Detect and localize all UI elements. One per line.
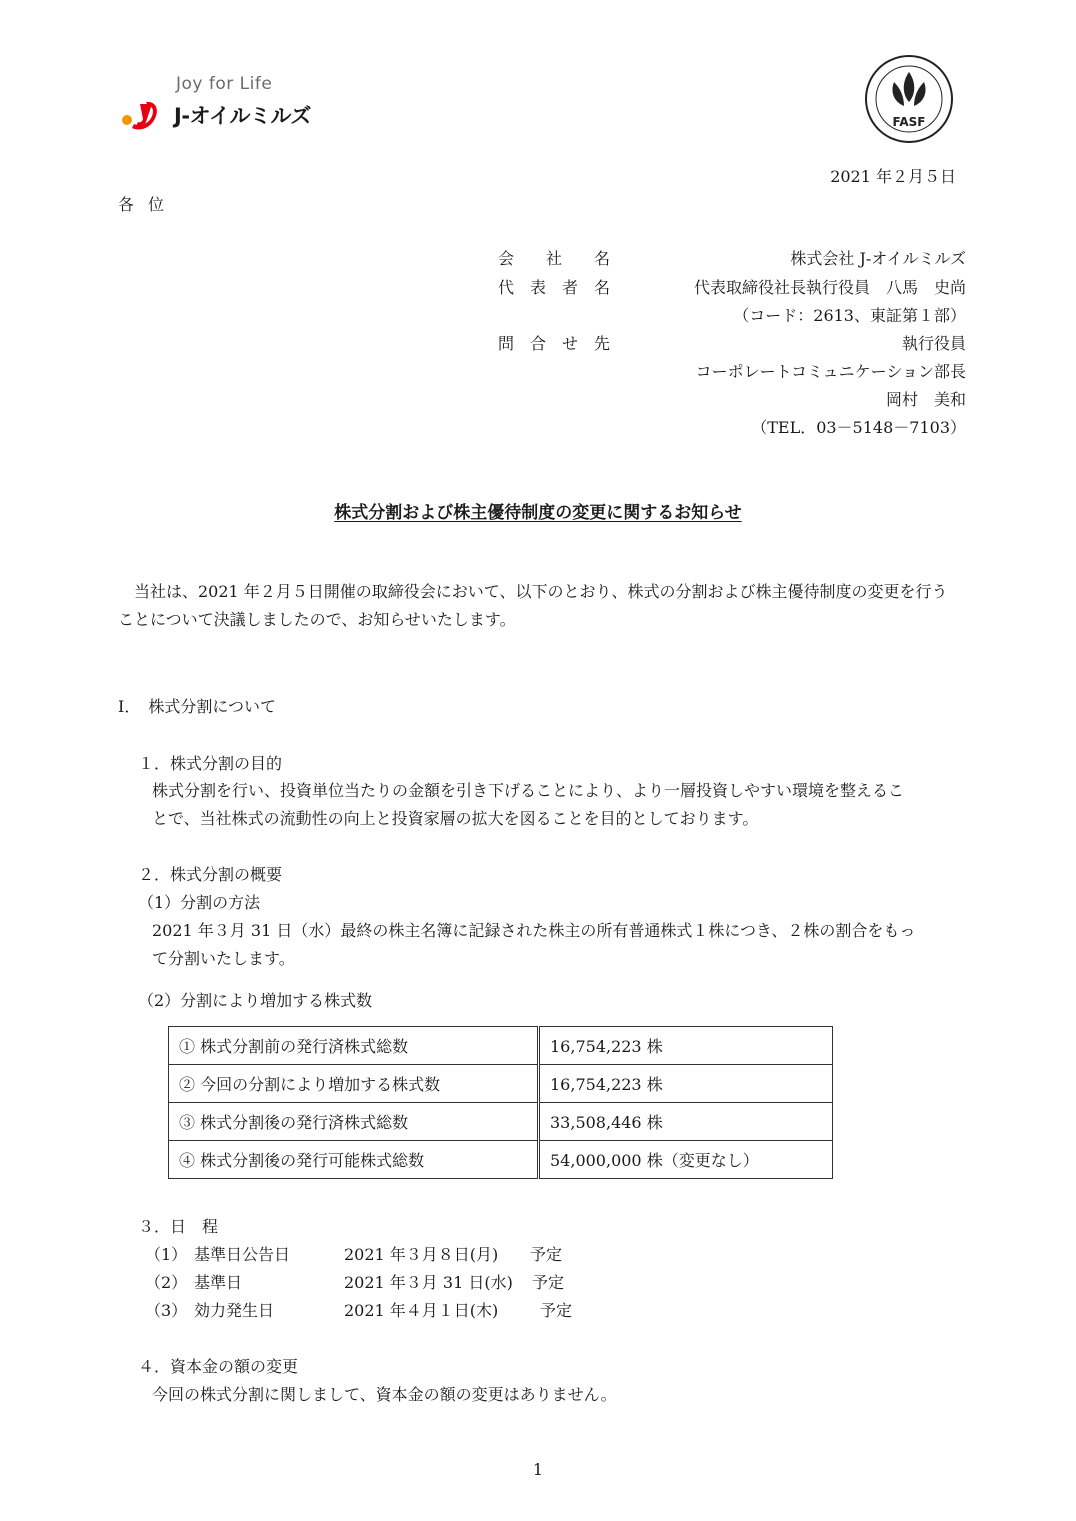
company-label: 会 社 名 [498,249,611,268]
table-row [169,1027,833,1065]
schedule-date: 2021 年４月１日(木) [344,1301,499,1320]
share-split-table [168,1026,833,1179]
stock-code: （コード：2613、東証第１部） [733,306,966,325]
purpose-text-line1: 株式分割を行い、投資単位当たりの金額を引き下げることにより、より一層投資しやすい環境を整えるこ [152,781,905,800]
contact-label: 問 合 せ 先 [498,334,611,353]
company-value: 株式会社 J-オイルミルズ [790,249,966,268]
purpose-text-line2: とで、当社株式の流動性の向上と投資家層の拡大を図ることを目的としております。 [152,809,759,828]
section-heading: Ⅰ． 株式分割について [118,697,277,716]
addressee: 各位 [118,195,179,214]
table-cell-label: ② 今回の分割により増加する株式数 [169,1065,538,1103]
schedule-note: 予定 [532,1273,565,1292]
table-cell-value: 16,754,223 株 [540,1065,833,1103]
table-row [169,1103,833,1141]
contact-title: 執行役員 [901,334,966,353]
increase-heading: （2）分割により増加する株式数 [138,991,373,1010]
table-cell-label: ③ 株式分割後の発行済株式総数 [169,1103,538,1141]
table-row [169,1065,833,1103]
schedule-no: （3） [145,1301,188,1320]
rep-label: 代 表 者 名 [498,278,611,297]
table-row [169,1141,833,1179]
j-oil-logo-icon [118,98,164,134]
logo-wordmark: J-オイルミルズ [174,104,311,128]
schedule-heading: ３．日 程 [138,1217,219,1236]
table-cell-value: 54,000,000 株（変更なし） [540,1141,833,1179]
contact-name: 岡村 美和 [885,390,966,409]
contact-dept: コーポレートコミュニケーション部長 [695,362,966,381]
company-logo [118,74,338,136]
schedule-no: （1） [145,1245,188,1264]
overview-heading: ２．株式分割の概要 [138,865,283,884]
table-cell-label: ① 株式分割前の発行済株式総数 [169,1027,538,1065]
schedule-note: 予定 [540,1301,573,1320]
schedule-date: 2021 年３月８日(月) [344,1245,499,1264]
page-number: 1 [532,1460,544,1479]
fasf-seal-icon [864,54,954,144]
table-cell-label: ④ 株式分割後の発行可能株式総数 [169,1141,538,1179]
rep-value: 代表取締役社長執行役員 八馬 史尚 [693,278,966,297]
schedule-label: 基準日公告日 [194,1245,291,1264]
schedule-note: 予定 [530,1245,563,1264]
method-text-line1: 2021 年３月 31 日（水）最終の株主名簿に記録された株主の所有普通株式１株につき、２株の割合をもっ [152,921,916,940]
method-text-line2: て分割いたします。 [152,949,295,968]
schedule-label: 効力発生日 [194,1301,275,1320]
intro-paragraph: 当社は、2021 年２月５日開催の取締役会において、以下のとおり、株式の分割および株主優待制度の変更を行うことについて決議しましたので、お知らせいたします。 [118,582,948,629]
method-heading: （1）分割の方法 [138,893,261,912]
document-date: 2021 年２月５日 [830,167,956,186]
schedule-no: （2） [145,1273,188,1292]
capital-heading: ４．資本金の額の変更 [138,1357,299,1376]
schedule-label: 基準日 [194,1273,243,1292]
table-cell-value: 16,754,223 株 [540,1027,833,1065]
capital-text: 今回の株式分割に関しまして、資本金の額の変更はありません。 [152,1385,617,1404]
table-cell-value: 33,508,446 株 [540,1103,833,1141]
seal-abbr: FASF [892,115,926,129]
purpose-heading: １．株式分割の目的 [138,754,283,773]
page-title: 株式分割および株主優待制度の変更に関するお知らせ [334,503,742,523]
logo-tagline: Joy for Life [176,74,273,94]
contact-tel: （TEL．03－5148－7103） [751,418,966,437]
schedule-date: 2021 年３月 31 日(水) [344,1273,513,1292]
